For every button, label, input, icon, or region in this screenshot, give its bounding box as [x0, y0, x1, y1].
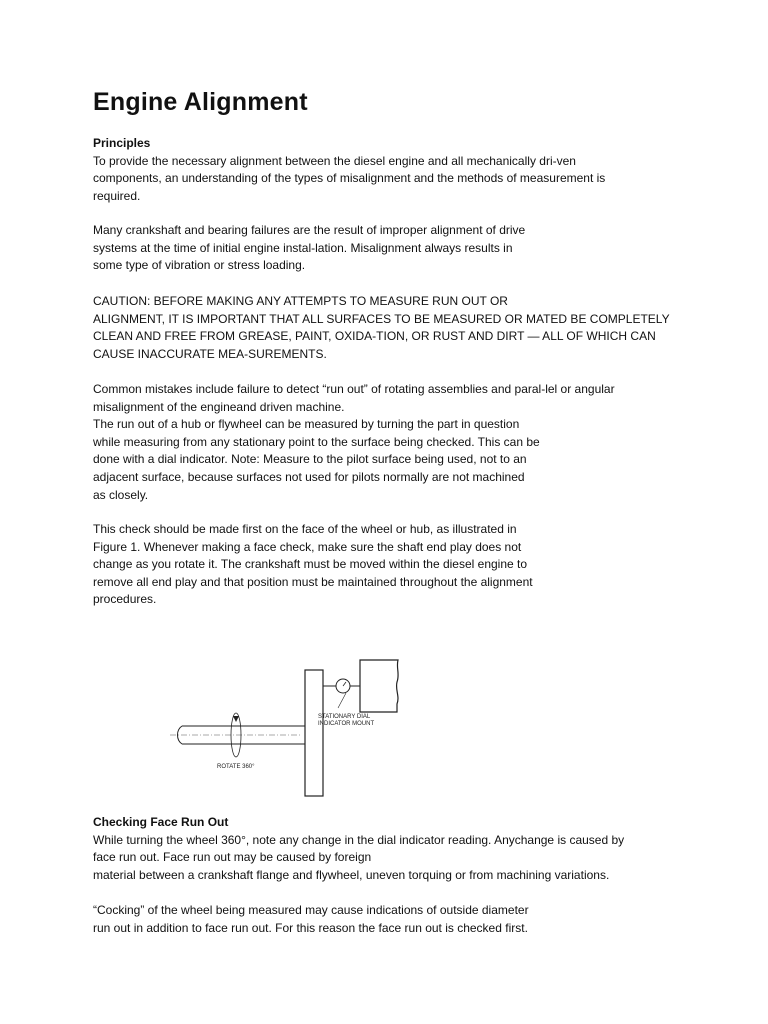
paragraph-line: face run out. Face run out may be caused by foreign	[93, 850, 372, 865]
rotate-label: ROTATE 360°	[217, 764, 255, 770]
paragraph-line: CAUTION: BEFORE MAKING ANY ATTEMPTS TO MEASURE RUN OUT OR	[93, 294, 508, 308]
mount-label-line-1: STATIONARY DIAL	[318, 714, 371, 720]
mount-label-line-2: INDICATOR MOUNT	[318, 721, 375, 727]
paragraph-line: material between a crankshaft flange and flywheel, uneven torquing or from machining variations.	[93, 867, 610, 882]
checking-face-section	[93, 814, 683, 884]
paragraph-line: some type of vibration or stress loading.	[93, 258, 306, 273]
paragraph-line: CLEAN AND FREE FROM GREASE, PAINT, OXIDA-TION, OR RUST AND DIRT — ALL OF WHICH CAN	[93, 329, 656, 344]
paragraph-line: required.	[93, 188, 141, 203]
paragraph-line: Many crankshaft and bearing failures are the result of improper alignment of drive	[93, 223, 526, 237]
paragraph-line: procedures.	[93, 592, 157, 607]
paragraph-line: while measuring from any stationary point to the surface being checked. This can be	[93, 434, 540, 449]
flywheel	[305, 670, 323, 796]
paragraph-line: run out in addition to face run out. For this reason the face run out is checked first.	[93, 920, 528, 935]
paragraph-line: as closely.	[93, 487, 149, 502]
paragraph-line: While turning the wheel 360°, note any change in the dial indicator reading. Anychange is caused by	[93, 832, 625, 847]
paragraph-line: systems at the time of initial engine instal-lation. Misalignment always results in	[93, 240, 513, 255]
paragraph-line: misalignment of the engineand driven machine.	[93, 399, 345, 414]
paragraph-line: ALIGNMENT, IT IS IMPORTANT THAT ALL SURFACES TO BE MEASURED OR MATED BE COMPLETELY	[93, 311, 670, 326]
page-title: Engine Alignment	[93, 88, 308, 116]
stationary-mount	[360, 660, 398, 712]
cocking-paragraph	[93, 902, 683, 937]
paragraph-line: “Cocking” of the wheel being measured may cause indications of outside diameter	[93, 903, 529, 917]
checking-face-heading: Checking Face Run Out	[93, 815, 229, 829]
caution-paragraph	[93, 293, 683, 363]
paragraph-line: adjacent surface, because surfaces not used for pilots normally are not machined	[93, 469, 525, 484]
principles-heading: Principles	[93, 136, 151, 150]
paragraph-line: Figure 1. Whenever making a face check, make sure the shaft end play does not	[93, 539, 522, 554]
paragraph-line: The run out of a hub or flywheel can be measured by turning the part in question	[93, 417, 520, 432]
paragraph-line: CAUSE INACCURATE MEA-SUREMENTS.	[93, 346, 327, 361]
paragraph-line: This check should be made first on the face of the wheel or hub, as illustrated in	[93, 522, 517, 536]
paragraph-line: done with a dial indicator. Note: Measure to the pilot surface being used, not to an	[93, 452, 527, 467]
failures-paragraph	[93, 222, 683, 275]
paragraph-line: components, an understanding of the types of misalignment and the methods of measurement is	[93, 171, 606, 186]
face-check-paragraph	[93, 521, 683, 609]
paragraph-line: Common mistakes include failure to detect “run out” of rotating assemblies and paral-lel or angular	[93, 382, 615, 396]
face-runout-figure	[160, 650, 420, 800]
label-leader-line	[338, 693, 346, 708]
face-runout-diagram	[160, 650, 420, 800]
paragraph-line: To provide the necessary alignment between the diesel engine and all mechanically dri-ven	[93, 153, 576, 168]
rotation-arrow-icon	[233, 716, 239, 722]
mistakes-paragraph	[93, 381, 683, 504]
paragraph-line: change as you rotate it. The crankshaft must be moved within the diesel engine to	[93, 557, 528, 572]
principles-section	[93, 135, 683, 205]
paragraph-line: remove all end play and that position must be maintained throughout the alignment	[93, 574, 533, 589]
